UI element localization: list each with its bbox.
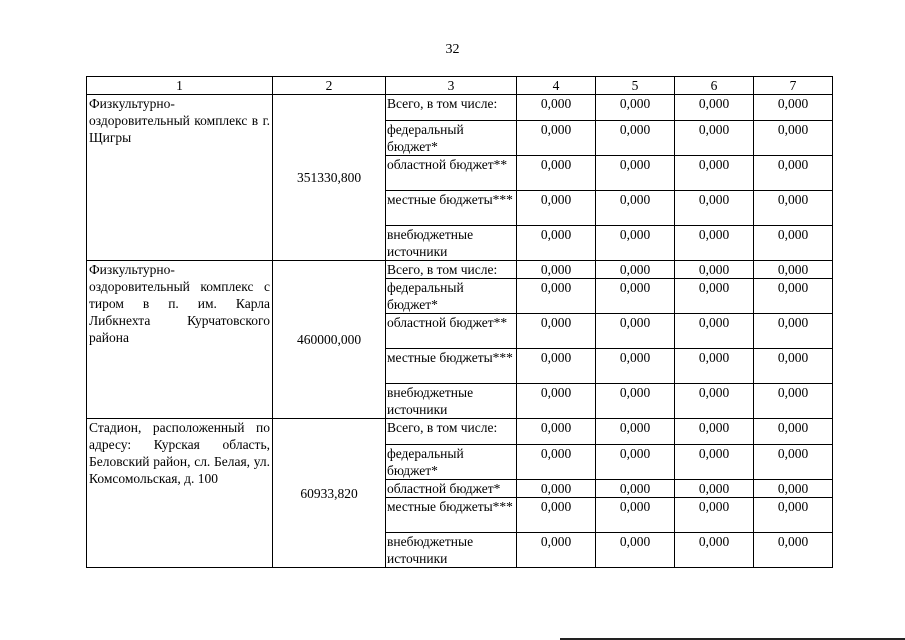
value-cell: 0,000 — [754, 121, 833, 156]
funding-source-cell: внебюджетные источники — [386, 384, 517, 419]
value-cell: 0,000 — [517, 480, 596, 498]
value-cell: 0,000 — [517, 384, 596, 419]
budget-table-body — [87, 77, 833, 568]
funding-source-cell: местные бюджеты*** — [386, 191, 517, 226]
value-cell: 0,000 — [675, 533, 754, 568]
value-cell: 0,000 — [517, 445, 596, 480]
value-cell: 0,000 — [675, 156, 754, 191]
value-cell: 0,000 — [675, 384, 754, 419]
value-cell: 0,000 — [754, 156, 833, 191]
funding-source-cell: Всего, в том числе: — [386, 419, 517, 445]
value-cell: 0,000 — [517, 533, 596, 568]
value-cell: 0,000 — [596, 261, 675, 279]
column-header: 5 — [596, 77, 675, 95]
value-cell: 0,000 — [754, 533, 833, 568]
value-cell: 0,000 — [517, 279, 596, 314]
value-cell: 0,000 — [596, 384, 675, 419]
funding-source-cell: местные бюджеты*** — [386, 349, 517, 384]
value-cell: 0,000 — [596, 480, 675, 498]
estimated-cost-cell: 60933,820 — [273, 419, 386, 568]
value-cell: 0,000 — [596, 156, 675, 191]
column-header: 6 — [675, 77, 754, 95]
value-cell: 0,000 — [675, 314, 754, 349]
funding-source-cell: внебюджетные источники — [386, 533, 517, 568]
page-number: 32 — [445, 42, 460, 57]
estimated-cost-cell: 351330,800 — [273, 95, 386, 261]
value-cell: 0,000 — [675, 121, 754, 156]
value-cell: 0,000 — [596, 445, 675, 480]
value-cell: 0,000 — [754, 279, 833, 314]
value-cell: 0,000 — [596, 314, 675, 349]
value-cell: 0,000 — [596, 191, 675, 226]
value-cell: 0,000 — [754, 314, 833, 349]
value-cell: 0,000 — [675, 261, 754, 279]
value-cell: 0,000 — [517, 121, 596, 156]
funding-source-cell: внебюджетные источники — [386, 226, 517, 261]
value-cell: 0,000 — [596, 279, 675, 314]
column-header: 3 — [386, 77, 517, 95]
value-cell: 0,000 — [675, 480, 754, 498]
column-header: 1 — [87, 77, 273, 95]
value-cell: 0,000 — [754, 480, 833, 498]
value-cell: 0,000 — [675, 498, 754, 533]
funding-source-cell: областной бюджет* — [386, 480, 517, 498]
value-cell: 0,000 — [517, 349, 596, 384]
value-cell: 0,000 — [675, 191, 754, 226]
estimated-cost-cell: 460000,000 — [273, 261, 386, 419]
value-cell: 0,000 — [754, 261, 833, 279]
object-name-cell: Стадион, расположенный по адресу: Курская область, Беловский район, сл. Белая, ул. Комсомольская, д. 100 — [87, 419, 273, 568]
value-cell: 0,000 — [754, 498, 833, 533]
column-header: 2 — [273, 77, 386, 95]
value-cell: 0,000 — [754, 419, 833, 445]
value-cell: 0,000 — [596, 349, 675, 384]
value-cell: 0,000 — [596, 95, 675, 121]
value-cell: 0,000 — [675, 226, 754, 261]
value-cell: 0,000 — [517, 156, 596, 191]
object-name-cell: Физкультурно-оздоровительный комплекс в г. Щигры — [87, 95, 273, 261]
value-cell: 0,000 — [754, 384, 833, 419]
table-row — [87, 95, 833, 121]
budget-table — [86, 76, 833, 568]
object-name-cell: Физкультурно-оздоровительный комплекс с тиром в п. им. Карла Либкнехта Курчатовского района — [87, 261, 273, 419]
value-cell: 0,000 — [675, 279, 754, 314]
funding-source-cell: местные бюджеты*** — [386, 498, 517, 533]
value-cell: 0,000 — [596, 419, 675, 445]
funding-source-cell: федеральный бюджет* — [386, 121, 517, 156]
table-row — [87, 261, 833, 279]
funding-source-cell: Всего, в том числе: — [386, 95, 517, 121]
value-cell: 0,000 — [675, 349, 754, 384]
value-cell: 0,000 — [517, 191, 596, 226]
value-cell: 0,000 — [675, 419, 754, 445]
value-cell: 0,000 — [596, 121, 675, 156]
value-cell: 0,000 — [675, 95, 754, 121]
value-cell: 0,000 — [754, 349, 833, 384]
value-cell: 0,000 — [517, 95, 596, 121]
value-cell: 0,000 — [517, 419, 596, 445]
funding-source-cell: Всего, в том числе: — [386, 261, 517, 279]
value-cell: 0,000 — [517, 226, 596, 261]
column-header: 4 — [517, 77, 596, 95]
table-row — [87, 419, 833, 445]
value-cell: 0,000 — [754, 191, 833, 226]
value-cell: 0,000 — [754, 445, 833, 480]
value-cell: 0,000 — [517, 261, 596, 279]
value-cell: 0,000 — [596, 226, 675, 261]
funding-source-cell: федеральный бюджет* — [386, 279, 517, 314]
value-cell: 0,000 — [596, 533, 675, 568]
funding-source-cell: областной бюджет** — [386, 314, 517, 349]
value-cell: 0,000 — [596, 498, 675, 533]
value-cell: 0,000 — [754, 226, 833, 261]
table-header-row — [87, 77, 833, 95]
value-cell: 0,000 — [754, 95, 833, 121]
value-cell: 0,000 — [517, 314, 596, 349]
column-header: 7 — [754, 77, 833, 95]
value-cell: 0,000 — [517, 498, 596, 533]
funding-source-cell: областной бюджет** — [386, 156, 517, 191]
value-cell: 0,000 — [675, 445, 754, 480]
funding-source-cell: федеральный бюджет* — [386, 445, 517, 480]
